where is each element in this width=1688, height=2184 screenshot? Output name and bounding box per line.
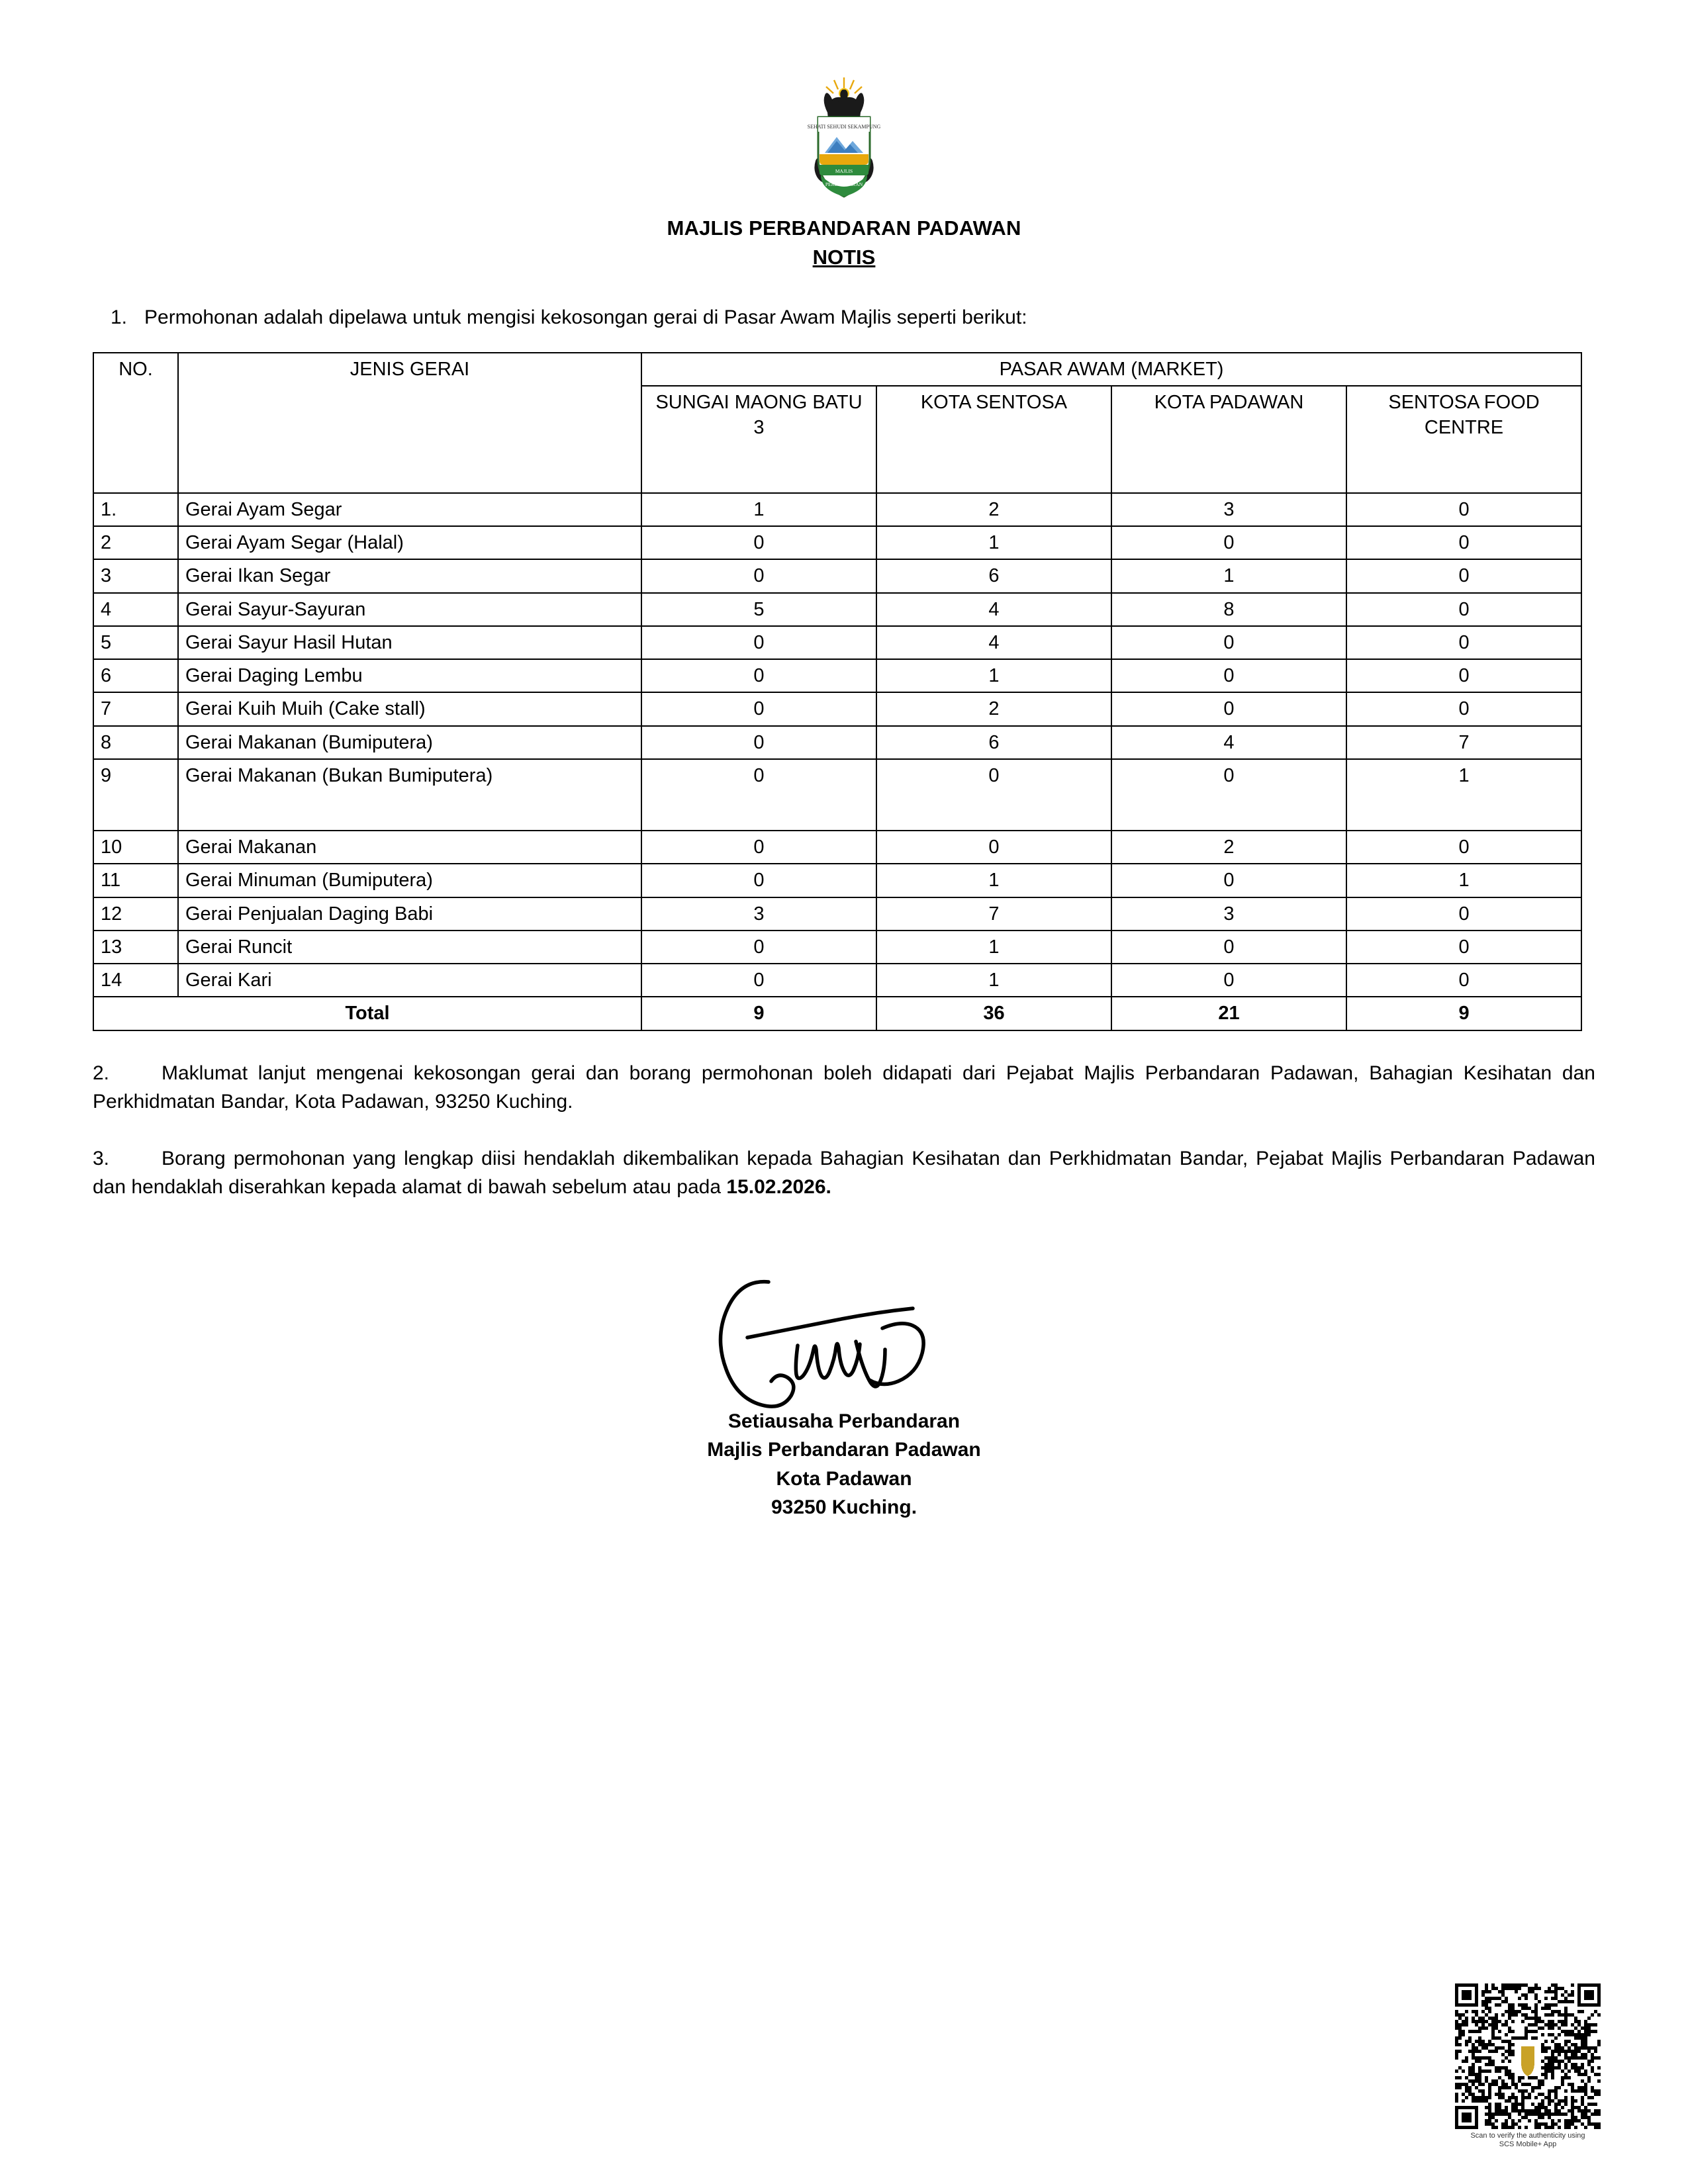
cell-vacancy-count: 0: [1346, 964, 1581, 997]
cell-vacancy-count: 1: [1346, 864, 1581, 897]
cell-vacancy-count: 0: [641, 692, 876, 725]
cell-vacancy-count: 0: [641, 864, 876, 897]
cell-vacancy-count: 0: [641, 659, 876, 692]
cell-vacancy-count: 0: [641, 626, 876, 659]
paragraph-2-number: 2.: [93, 1062, 110, 1084]
closing-line-1: Setiausaha Perbandaran: [727, 1410, 961, 1432]
paragraph-3-number: 3.: [93, 1147, 110, 1169]
table-header-row-1: [93, 353, 1581, 386]
paragraph-1-number: 1.: [110, 306, 127, 328]
header-market-2: KOTA PADAWAN: [1111, 386, 1346, 493]
cell-vacancy-count: 0: [1346, 626, 1581, 659]
cell-no: 2: [93, 526, 178, 559]
cell-vacancy-count: 0: [641, 526, 876, 559]
submission-deadline: 15.02.2026.: [726, 1176, 831, 1199]
cell-vacancy-count: 0: [1346, 493, 1581, 526]
table-row: [93, 692, 1581, 725]
cell-vacancy-count: 0: [1346, 931, 1581, 964]
table-row: [93, 559, 1581, 592]
closing-line-4: 93250 Kuching.: [771, 1496, 917, 1519]
table-row: [93, 626, 1581, 659]
svg-text:SEHATI SEHUDI SEKAMPUNG: SEHATI SEHUDI SEKAMPUNG: [807, 124, 881, 130]
cell-no: 6: [93, 659, 178, 692]
cell-vacancy-count: 0: [641, 964, 876, 997]
closing-line-3: Kota Padawan: [776, 1467, 912, 1490]
paragraph-1: [93, 304, 1595, 332]
cell-no: 9: [93, 759, 178, 831]
table-row: [93, 526, 1581, 559]
cell-stall-type: Gerai Makanan (Bukan Bumiputera): [178, 759, 641, 831]
cell-vacancy-count: 0: [1346, 593, 1581, 626]
cell-vacancy-count: 0: [1111, 626, 1346, 659]
cell-vacancy-count: 0: [641, 726, 876, 759]
document-content: [93, 0, 1595, 1522]
cell-vacancy-count: 0: [641, 831, 876, 864]
table-row: [93, 493, 1581, 526]
cell-stall-type: Gerai Runcit: [178, 931, 641, 964]
cell-vacancy-count: 0: [1346, 897, 1581, 931]
qr-caption-line-1: Scan to verify the authenticity using: [1470, 2131, 1585, 2140]
organization-title: MAJLIS PERBANDARAN PADAWAN: [667, 216, 1021, 240]
total-label: Total: [93, 997, 641, 1030]
coat-of-arms-crest-icon: [761, 76, 927, 208]
cell-stall-type: Gerai Makanan: [178, 831, 641, 864]
cell-vacancy-count: 3: [641, 897, 876, 931]
cell-vacancy-count: 1: [876, 864, 1111, 897]
cell-vacancy-count: 2: [876, 692, 1111, 725]
cell-no: 13: [93, 931, 178, 964]
qr-code-icon: [1455, 1983, 1601, 2129]
cell-stall-type: Gerai Makanan (Bumiputera): [178, 726, 641, 759]
table-body: [93, 493, 1581, 1030]
signature-container: [93, 1255, 1595, 1414]
cell-vacancy-count: 0: [641, 931, 876, 964]
cell-vacancy-count: 1: [876, 931, 1111, 964]
cell-stall-type: Gerai Penjualan Daging Babi: [178, 897, 641, 931]
header-market-1: KOTA SENTOSA: [876, 386, 1111, 493]
cell-vacancy-count: 0: [1346, 692, 1581, 725]
cell-vacancy-count: 1: [641, 493, 876, 526]
paragraph-2-text: Maklumat lanjut mengenai kekosongan gerai dan borang permohonan boleh didapati dari Pejabat Majlis Perbandaran Padawan, Bahagian Kesihatan dan Perkhidmatan Bandar, Kota Padawan, 93250 Kuching.: [93, 1062, 1595, 1113]
cell-vacancy-count: 0: [641, 559, 876, 592]
cell-no: 5: [93, 626, 178, 659]
table-row: [93, 659, 1581, 692]
cell-stall-type: Gerai Ikan Segar: [178, 559, 641, 592]
cell-vacancy-count: 6: [876, 559, 1111, 592]
cell-vacancy-count: 7: [876, 897, 1111, 931]
cell-stall-type: Gerai Daging Lembu: [178, 659, 641, 692]
table-row: [93, 864, 1581, 897]
paragraph-3-text: Borang permohonan yang lengkap diisi hendaklah dikembalikan kepada Bahagian Kesihatan dan Perkhidmatan Bandar, Pejabat Majlis Perbandaran Padawan dan hendaklah diserahkan kepada alamat di bawah sebelum atau pada: [93, 1147, 1595, 1199]
cell-stall-type: Gerai Minuman (Bumiputera): [178, 864, 641, 897]
cell-no: 14: [93, 964, 178, 997]
svg-text:MAJLIS: MAJLIS: [835, 168, 853, 174]
cell-vacancy-count: 0: [1346, 559, 1581, 592]
cell-no: 4: [93, 593, 178, 626]
paragraph-3: [93, 1144, 1595, 1202]
handwritten-signature-icon: [705, 1258, 983, 1410]
cell-vacancy-count: 0: [1111, 692, 1346, 725]
cell-vacancy-count: 1: [1346, 759, 1581, 831]
cell-vacancy-count: 3: [1111, 897, 1346, 931]
qr-caption-line-2: SCS Mobile+ App: [1499, 2140, 1557, 2149]
cell-vacancy-count: 1: [876, 659, 1111, 692]
paragraph-2: [93, 1059, 1595, 1116]
cell-vacancy-count: 4: [1111, 726, 1346, 759]
table-row: [93, 831, 1581, 864]
total-value: 9: [1346, 997, 1581, 1030]
cell-no: 7: [93, 692, 178, 725]
table-row: [93, 897, 1581, 931]
total-value: 21: [1111, 997, 1346, 1030]
qr-caption: [1448, 2132, 1607, 2150]
cell-no: 3: [93, 559, 178, 592]
header-no: NO.: [93, 353, 178, 493]
cell-vacancy-count: 0: [1111, 659, 1346, 692]
cell-stall-type: Gerai Kari: [178, 964, 641, 997]
cell-vacancy-count: 0: [1111, 864, 1346, 897]
cell-no: 1.: [93, 493, 178, 526]
cell-no: 12: [93, 897, 178, 931]
cell-vacancy-count: 0: [1111, 931, 1346, 964]
cell-vacancy-count: 3: [1111, 493, 1346, 526]
table-row: [93, 726, 1581, 759]
cell-stall-type: Gerai Kuih Muih (Cake stall): [178, 692, 641, 725]
cell-vacancy-count: 0: [1346, 831, 1581, 864]
cell-no: 8: [93, 726, 178, 759]
cell-vacancy-count: 5: [641, 593, 876, 626]
cell-vacancy-count: 0: [1111, 526, 1346, 559]
crest-container: [93, 0, 1595, 208]
cell-vacancy-count: 1: [1111, 559, 1346, 592]
table-total-row: [93, 997, 1581, 1030]
cell-vacancy-count: 2: [1111, 831, 1346, 864]
cell-stall-type: Gerai Ayam Segar (Halal): [178, 526, 641, 559]
svg-text:PERBANDARAN: PERBANDARAN: [825, 181, 863, 187]
stall-vacancy-table: [93, 352, 1582, 1031]
cell-no: 10: [93, 831, 178, 864]
table-row: [93, 593, 1581, 626]
cell-vacancy-count: 4: [876, 593, 1111, 626]
total-value: 9: [641, 997, 876, 1030]
cell-vacancy-count: 0: [876, 831, 1111, 864]
paragraph-1-text: Permohonan adalah dipelawa untuk mengisi kekosongan gerai di Pasar Awam Majlis seperti berikut:: [144, 306, 1027, 328]
cell-stall-type: Gerai Sayur-Sayuran: [178, 593, 641, 626]
cell-vacancy-count: 4: [876, 626, 1111, 659]
closing-block: [93, 1407, 1595, 1522]
header-pasar-awam: PASAR AWAM (MARKET): [641, 353, 1581, 386]
cell-vacancy-count: 0: [1346, 659, 1581, 692]
cell-vacancy-count: 2: [876, 493, 1111, 526]
cell-vacancy-count: 0: [876, 759, 1111, 831]
cell-stall-type: Gerai Sayur Hasil Hutan: [178, 626, 641, 659]
cell-vacancy-count: 0: [641, 759, 876, 831]
cell-vacancy-count: 1: [876, 526, 1111, 559]
cell-vacancy-count: 7: [1346, 726, 1581, 759]
header-market-0: SUNGAI MAONG BATU 3: [641, 386, 876, 493]
cell-vacancy-count: 1: [876, 964, 1111, 997]
table-row: [93, 759, 1581, 831]
cell-vacancy-count: 8: [1111, 593, 1346, 626]
table-row: [93, 964, 1581, 997]
closing-line-2: Majlis Perbandaran Padawan: [707, 1439, 981, 1461]
header-market-3: SENTOSA FOOD CENTRE: [1346, 386, 1581, 493]
cell-no: 11: [93, 864, 178, 897]
qr-verification-block: [1448, 1983, 1607, 2150]
cell-vacancy-count: 0: [1111, 759, 1346, 831]
total-value: 36: [876, 997, 1111, 1030]
cell-vacancy-count: 0: [1346, 526, 1581, 559]
cell-vacancy-count: 0: [1111, 964, 1346, 997]
cell-vacancy-count: 6: [876, 726, 1111, 759]
cell-stall-type: Gerai Ayam Segar: [178, 493, 641, 526]
table-row: [93, 931, 1581, 964]
notice-title: NOTIS: [812, 246, 876, 269]
header-jenis-gerai: JENIS GERAI: [178, 353, 641, 493]
